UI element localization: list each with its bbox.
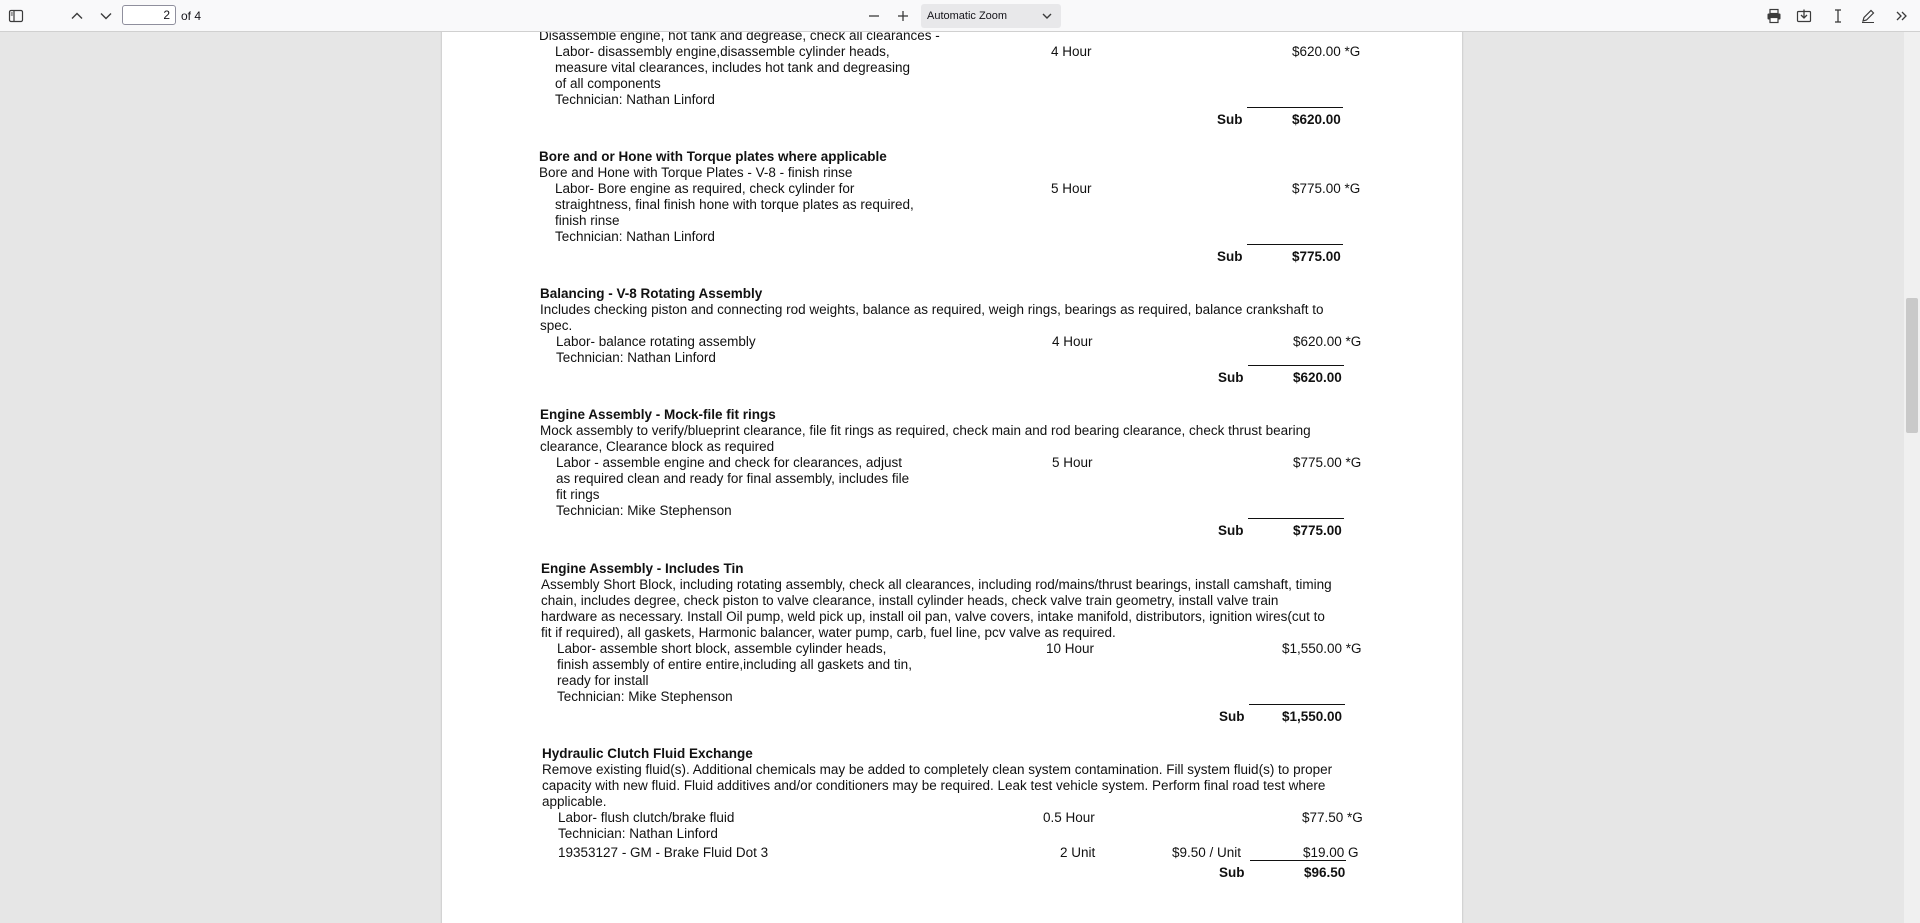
labor-description: Labor- flush clutch/brake fluid — [558, 810, 735, 825]
labor-description: ready for install — [557, 673, 649, 688]
subtotal-rule — [1248, 518, 1344, 519]
labor-amount: $775.00 *G — [1293, 455, 1362, 470]
labor-description: straightness, final finish hone with torque plates as required, — [555, 197, 914, 212]
text-tool-icon[interactable] — [1826, 4, 1850, 28]
draw-pen-icon[interactable] — [1856, 4, 1880, 28]
section-description: spec. — [540, 318, 573, 333]
section-title: Engine Assembly - Mock-file fit rings — [540, 407, 776, 422]
section-description: fit if required), all gaskets, Harmonic balancer, water pump, carb, fuel line, pcv valve as required. — [541, 625, 1116, 640]
tools-menu-icon[interactable] — [1890, 4, 1914, 28]
chevron-down-icon — [1041, 10, 1053, 22]
vertical-scrollbar[interactable] — [1904, 32, 1920, 923]
labor-description: measure vital clearances, includes hot tank and degreasing — [555, 60, 910, 75]
subtotal-label: Sub — [1217, 249, 1243, 264]
section-title: Balancing - V-8 Rotating Assembly — [540, 286, 763, 301]
labor-description: as required clean and ready for final assembly, includes file — [556, 471, 910, 486]
zoom-out-icon[interactable] — [862, 4, 886, 28]
part-qty: 2 Unit — [1060, 845, 1096, 860]
subtotal-label: Sub — [1219, 709, 1245, 724]
pdf-page — [442, 32, 1462, 923]
subtotal-amount: $775.00 — [1293, 523, 1342, 538]
labor-amount: $620.00 *G — [1292, 44, 1361, 59]
section-description: Bore and Hone with Torque Plates - V-8 - finish rinse — [539, 165, 853, 180]
section-description: Remove existing fluid(s). Additional chemicals may be added to completely clean system contamination. Fill system fluid(s) to proper — [542, 762, 1333, 777]
print-icon[interactable] — [1762, 4, 1786, 28]
labor-description: finish rinse — [555, 213, 620, 228]
labor-amount: $77.50 *G — [1302, 810, 1363, 825]
pdf-toolbar — [0, 0, 1920, 32]
labor-hours: 5 Hour — [1052, 455, 1093, 470]
labor-description: Labor- assemble short block, assemble cylinder heads, — [557, 641, 887, 656]
labor-amount: $1,550.00 *G — [1282, 641, 1362, 656]
technician: Technician: Nathan Linford — [556, 350, 716, 365]
part-unit-price: $9.50 / Unit — [1172, 845, 1242, 860]
next-page-icon[interactable] — [94, 4, 118, 28]
labor-hours: 5 Hour — [1051, 181, 1092, 196]
labor-amount: $775.00 *G — [1292, 181, 1361, 196]
section-description: clearance, Clearance block as required — [540, 439, 775, 454]
technician: Technician: Nathan Linford — [555, 92, 715, 107]
technician: Technician: Mike Stephenson — [556, 503, 732, 518]
zoom-select[interactable] — [921, 4, 1061, 28]
section-description: chain, includes degree, check piston to valve clearance, install cylinder heads, check valve train geometry, install valve train — [541, 593, 1279, 608]
previous-page-icon[interactable] — [65, 4, 89, 28]
labor-description: Labor- balance rotating assembly — [556, 334, 756, 349]
section-description: Mock assembly to verify/blueprint clearance, file fit rings as required, check main and rod bearing clearance, check thrust bearing — [540, 423, 1311, 438]
page-number-input[interactable] — [122, 5, 176, 25]
labor-description: Labor- disassembly engine,disassemble cylinder heads, — [555, 44, 890, 59]
section-description: Disassemble engine, hot tank and degrease, check all clearances - — [539, 32, 940, 43]
section-title: Engine Assembly - Includes Tin — [541, 561, 744, 576]
subtotal-amount: $775.00 — [1292, 249, 1341, 264]
section-description: Assembly Short Block, including rotating assembly, check all clearances, including rod/mains/thrust bearings, install camshaft, timing — [541, 577, 1332, 592]
subtotal-rule — [1248, 365, 1344, 366]
subtotal-amount: $96.50 — [1304, 865, 1346, 880]
save-download-icon[interactable] — [1792, 4, 1816, 28]
labor-hours: 4 Hour — [1052, 334, 1093, 349]
subtotal-label: Sub — [1218, 523, 1244, 538]
labor-hours: 10 Hour — [1046, 641, 1095, 656]
labor-description: fit rings — [556, 487, 600, 502]
section-description: Includes checking piston and connecting rod weights, balance as required, weigh rings, bearings as required, balance crankshaft to — [540, 302, 1324, 317]
subtotal-rule — [1250, 860, 1346, 861]
subtotal-rule — [1249, 704, 1345, 705]
section-description: hardware as necessary. Install Oil pump, weld pick up, install oil pan, valve covers, intake manifold, distributors, ignition wires(cut to — [541, 609, 1325, 624]
section-description: capacity with new fluid. Fluid additives and/or conditioners may be required. Leak test vehicle system. Perform final road test where — [542, 778, 1326, 793]
sidebar-toggle-icon[interactable] — [4, 4, 28, 28]
pdf-viewer — [0, 32, 1920, 923]
subtotal-label: Sub — [1218, 370, 1244, 385]
zoom-select-value: Automatic Zoom — [927, 10, 1008, 22]
subtotal-amount: $620.00 — [1292, 112, 1341, 127]
part-name: 19353127 - GM - Brake Fluid Dot 3 — [558, 845, 769, 860]
zoom-in-icon[interactable] — [891, 4, 915, 28]
section-description: applicable. — [542, 794, 607, 809]
labor-description: of all components — [555, 76, 661, 91]
subtotal-amount: $1,550.00 — [1282, 709, 1343, 724]
labor-description: Labor - assemble engine and check for clearances, adjust — [556, 455, 902, 470]
scrollbar-thumb[interactable] — [1906, 298, 1918, 433]
part-amount: $19.00 G — [1303, 845, 1359, 860]
subtotal-amount: $620.00 — [1293, 370, 1342, 385]
labor-amount: $620.00 *G — [1293, 334, 1362, 349]
subtotal-label: Sub — [1219, 865, 1245, 880]
technician: Technician: Nathan Linford — [555, 229, 715, 244]
labor-description: Labor- Bore engine as required, check cylinder for — [555, 181, 855, 196]
technician: Technician: Mike Stephenson — [557, 689, 733, 704]
page-count: of 4 — [181, 9, 202, 23]
labor-hours: 0.5 Hour — [1043, 810, 1095, 825]
subtotal-rule — [1247, 107, 1343, 108]
subtotal-rule — [1247, 244, 1343, 245]
technician: Technician: Nathan Linford — [558, 826, 718, 841]
subtotal-label: Sub — [1217, 112, 1243, 127]
section-title: Hydraulic Clutch Fluid Exchange — [542, 746, 753, 761]
labor-hours: 4 Hour — [1051, 44, 1092, 59]
labor-description: finish assembly of entire entire,including all gaskets and tin, — [557, 657, 912, 672]
section-title: Bore and or Hone with Torque plates where applicable — [539, 149, 887, 164]
